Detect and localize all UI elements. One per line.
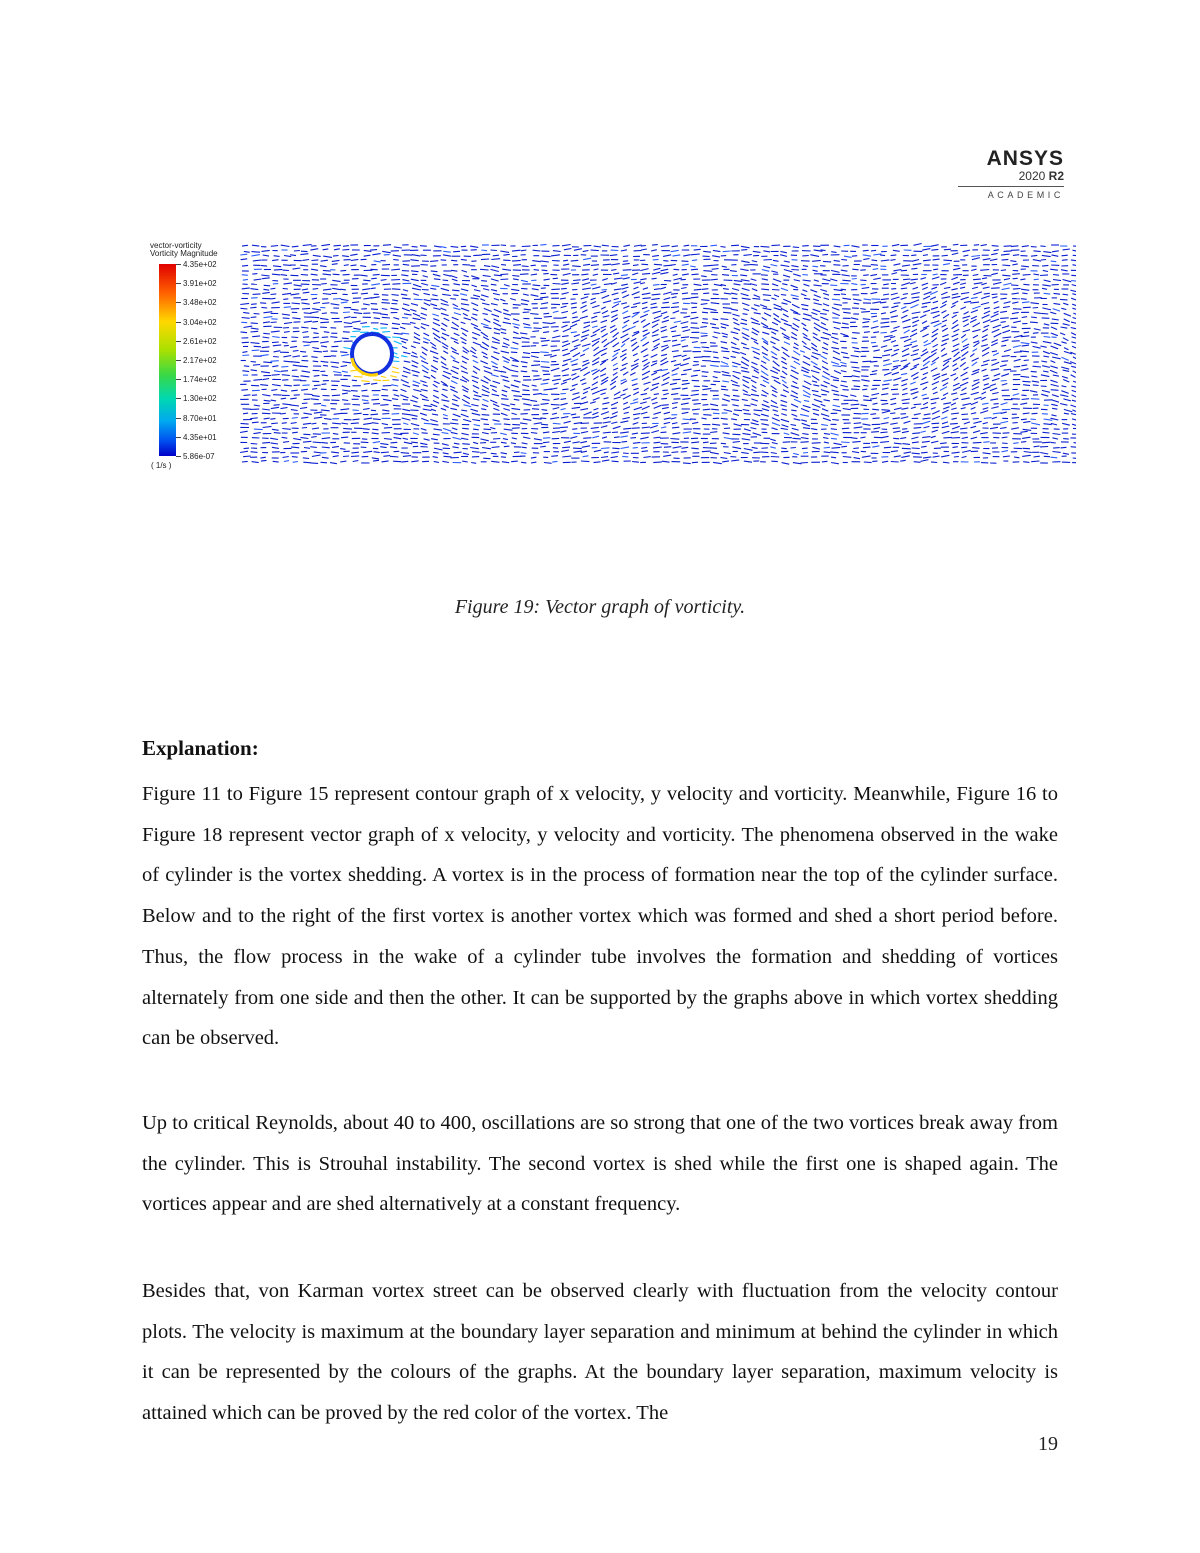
legend-tick-label: 4.35e+01 xyxy=(183,433,217,442)
paragraph: Besides that, von Karman vortex street can be observed clearly with fluctuation from the velocity contour plots. The velocity is maximum at the boundary layer separation and minimum at behind the cylinder in which it can be represented by the colours of the graphs. At the boundary layer separation, maximum velocity is attained which can be proved by the red color of the vortex. The xyxy=(142,1280,1058,1425)
page-number: 19 xyxy=(1038,1433,1058,1455)
logo-version-year: 2020 xyxy=(1018,169,1046,183)
logo-tier: ACADEMIC xyxy=(987,190,1064,200)
legend-tick-label: 4.35e+02 xyxy=(183,260,217,269)
legend-tick-label: 5.86e-07 xyxy=(183,452,215,461)
legend-tick-mark xyxy=(176,264,181,265)
legend-tick-label: 3.48e+02 xyxy=(183,298,217,307)
paragraph: Up to critical Reynolds, about 40 to 400, oscillations are so strong that one of the two vortices break away from the cylinder. This is Strouhal instability. The second vortex is shed while the first one is shaped again. The vortices appear and are shed alternatively at a constant frequency. xyxy=(142,1112,1058,1216)
legend-title-line2: Vorticity Magnitude xyxy=(150,249,218,258)
section-heading: Explanation: xyxy=(142,736,259,760)
legend-tick-label: 2.61e+02 xyxy=(183,337,217,346)
legend-tick-mark xyxy=(176,456,181,457)
legend-title-line1: vector-vorticity xyxy=(150,241,202,250)
legend-tick-label: 1.30e+02 xyxy=(183,394,217,403)
figure-caption: Figure 19: Vector graph of vorticity. xyxy=(454,596,746,618)
legend-colorbar xyxy=(159,264,176,456)
logo-rule xyxy=(958,186,1064,187)
legend-tick-label: 2.17e+02 xyxy=(183,356,217,365)
legend-units: ( 1/s ) xyxy=(151,461,172,470)
logo-version-release: R2 xyxy=(1048,169,1064,183)
legend-title xyxy=(150,242,218,258)
legend-tick-mark xyxy=(176,341,181,342)
legend-tick-mark xyxy=(176,437,181,438)
legend-tick-label: 1.74e+02 xyxy=(183,375,217,384)
legend-tick-label: 3.91e+02 xyxy=(183,279,217,288)
legend-tick-mark xyxy=(176,322,181,323)
legend-tick-mark xyxy=(176,418,181,419)
legend-tick-mark xyxy=(176,379,181,380)
logo-brand: ANSYS xyxy=(986,147,1064,170)
legend-tick-mark xyxy=(176,360,181,361)
legend-tick-mark xyxy=(176,302,181,303)
legend-tick-label: 8.70e+01 xyxy=(183,414,217,423)
vorticity-vector-plot xyxy=(236,242,1076,467)
legend-tick-label: 3.04e+02 xyxy=(183,318,217,327)
legend-tick-mark xyxy=(176,398,181,399)
ansys-logo xyxy=(958,148,1064,200)
paragraph: Figure 11 to Figure 15 represent contour graph of x velocity, y velocity and vorticity. Meanwhile, Figure 16 to Figure 18 represent vector graph of x velocity, y velocity and vorticity. The phenomena observed in the wake of cylinder is the vortex shedding. A vortex is in the process of formation near the top of the cylinder surface. Below and to the right of the first vortex is another vortex which was formed and shed a short period before. Thus, the flow process in the wake of a cylinder tube involves the formation and shedding of vortices alternately from one side and then the other. It can be supported by the graphs above in which vortex shedding can be observed. xyxy=(142,783,1058,1050)
legend-tick-mark xyxy=(176,283,181,284)
logo-version xyxy=(958,170,1064,183)
